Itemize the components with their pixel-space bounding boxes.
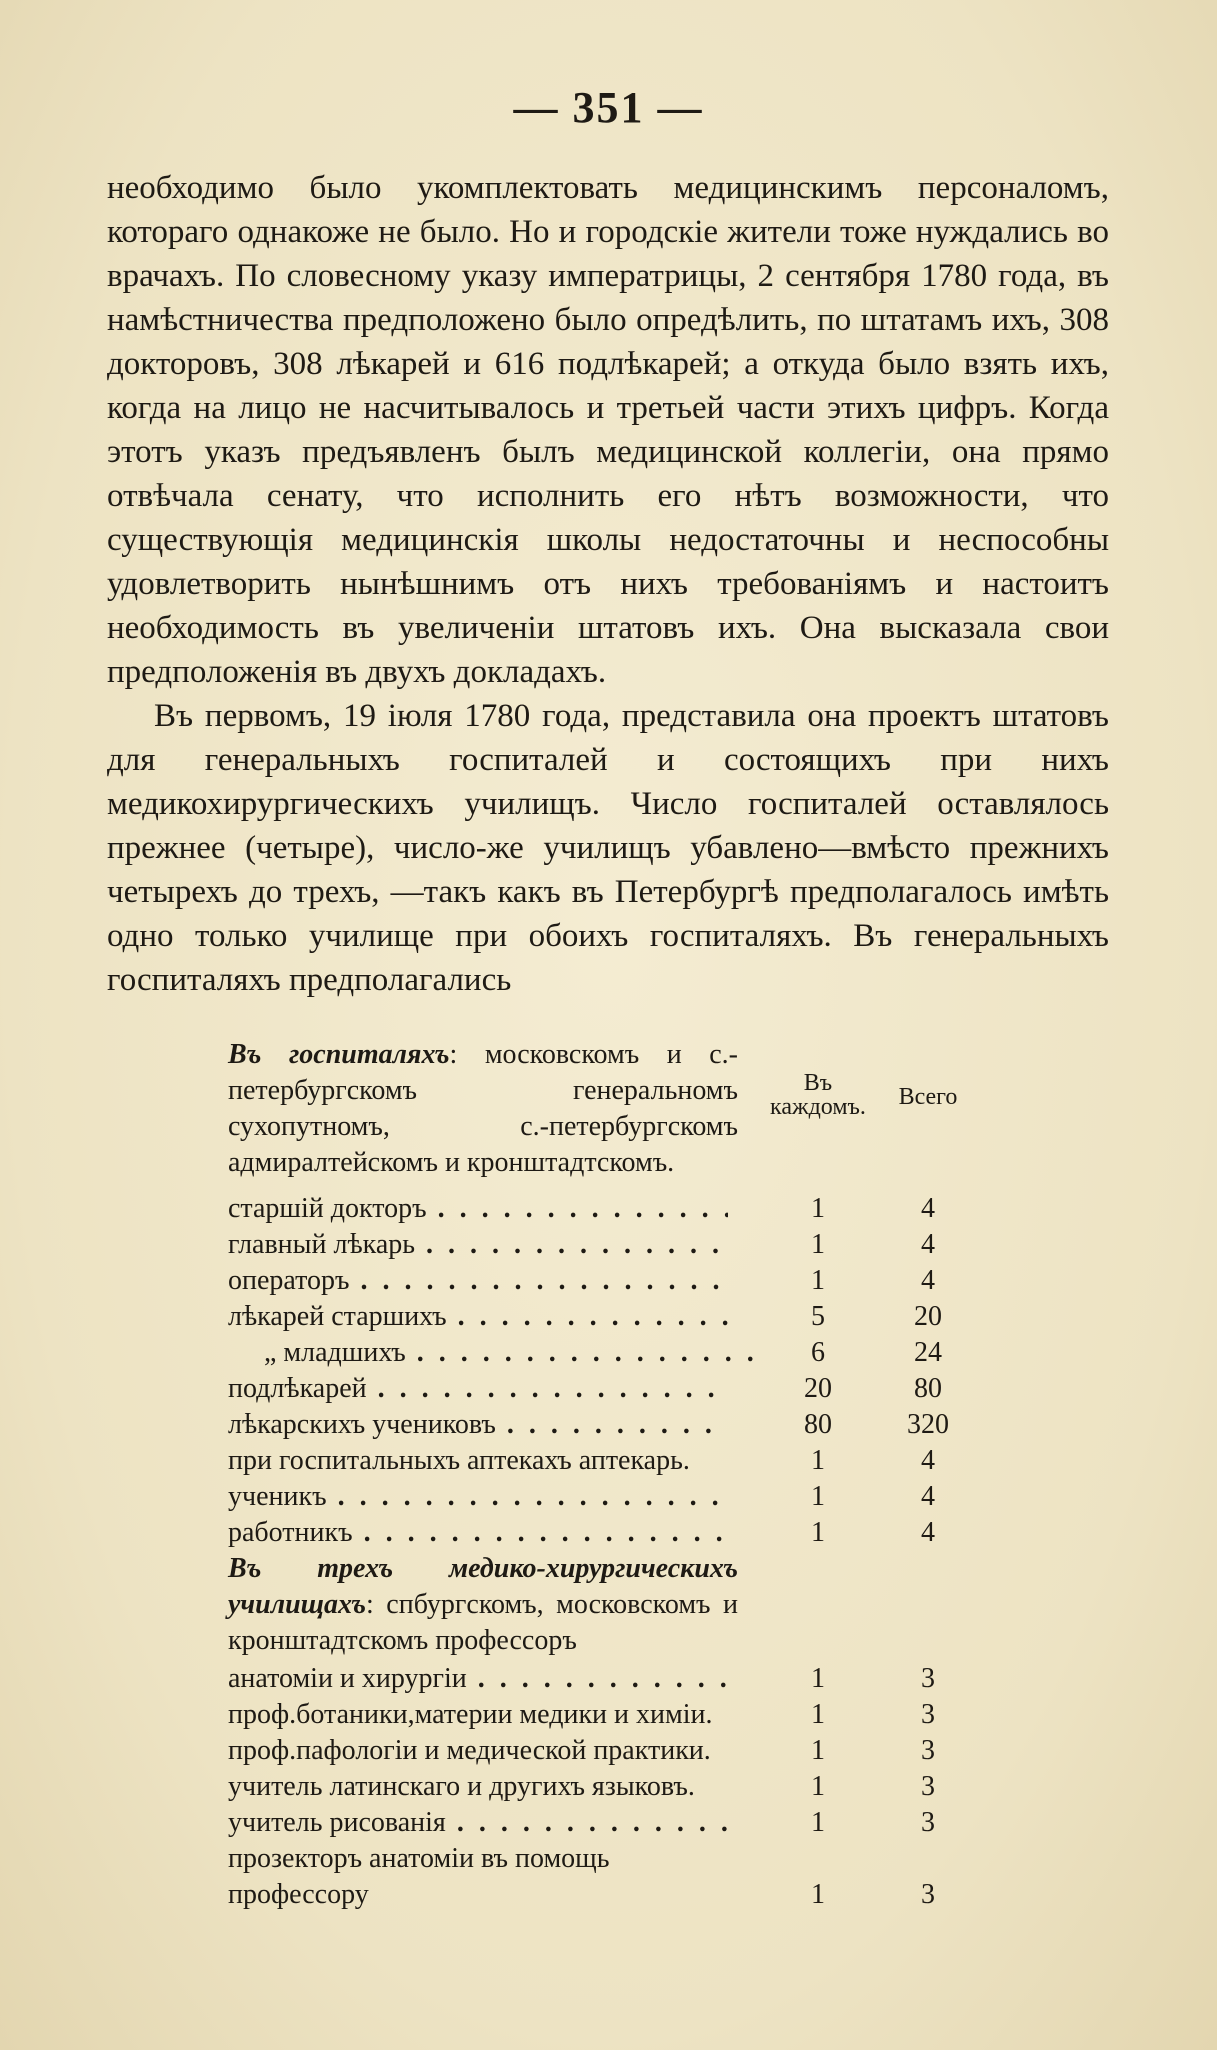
table-row (228, 1299, 1018, 1335)
row-label: проф.пафологіи и медической практики. (228, 1735, 711, 1766)
table-row (228, 1841, 1018, 1910)
table-row (228, 1733, 1018, 1769)
row-total: 3 (921, 1663, 935, 1694)
table-row (228, 1443, 1018, 1479)
row-each: 1 (811, 1807, 825, 1838)
row-total: 3 (921, 1807, 935, 1838)
row-each: 1 (811, 1481, 825, 1512)
row-each: 1 (811, 1517, 825, 1548)
row-each: 1 (811, 1265, 825, 1296)
row-each: 6 (811, 1337, 825, 1368)
section-schools-header (228, 1551, 1018, 1661)
body-text (107, 166, 1109, 1002)
row-each: 1 (811, 1735, 825, 1766)
section-hospitals-rest: : московскомъ и с.-петербургскомъ генеральномъ сухопутномъ, с.-петербургскомъ адмиралтейскомъ и кронштадтскомъ. (228, 1039, 739, 1178)
table-row (228, 1661, 1018, 1697)
page-number: — 351 — (513, 83, 704, 132)
row-label: лѣкарей старшихъ . . . (228, 1299, 728, 1335)
row-label: учитель рисованія . . . (228, 1805, 728, 1841)
row-total: 4 (921, 1229, 935, 1260)
paragraph-2: Въ первомъ, 19 іюля 1780 года, представила она проектъ штатовъ для генеральныхъ госпиталей и состоящихъ при нихъ медикохирургическихъ училищъ. Число госпиталей оставлялось прежнее (четыре), число-же училищъ убавлено—вмѣсто прежнихъ четырехъ до трехъ, —такъ какъ въ Петербургѣ предполагалось имѣть одно только училище при обоихъ госпиталяхъ. Въ генеральныхъ госпиталяхъ предполагались (107, 698, 1109, 998)
row-label: главный лѣкарь . . . (228, 1227, 728, 1263)
row-total: 4 (921, 1481, 935, 1512)
table-row (228, 1263, 1018, 1299)
row-total: 4 (921, 1445, 935, 1476)
section-hospitals-title (228, 1037, 738, 1181)
row-each: 1 (811, 1663, 825, 1694)
table-row (228, 1515, 1018, 1551)
staff-table (228, 1037, 1018, 1910)
table-row (228, 1769, 1018, 1805)
section-hospitals-italic: Въ госпиталяхъ (228, 1039, 450, 1070)
table-row (228, 1407, 1018, 1443)
row-label: подлѣкарей . . . (228, 1371, 728, 1407)
row-total: 3 (921, 1879, 935, 1910)
table-row (228, 1697, 1018, 1733)
paragraph-1: необходимо было укомплектовать медицинскимъ персоналомъ, котораго однакоже не было. Но и городскіе жители тоже нуждались во врачахъ. По словесному указу императрицы, 2 сентября 1780 года, въ намѣстничества предположено было опредѣлить, по штатамъ ихъ, 308 докторовъ, 308 лѣкарей и 616 подлѣкарей; а откуда было взять ихъ, когда на лицо не насчитывалось и третьей части этихъ цифръ. Когда этотъ указъ предъявленъ былъ медицинской коллегіи, она прямо отвѣчала сенату, что исполнить его нѣтъ возможности, что существующія медицинскія школы недостаточны и неспособны удовлетворить нынѣшнимъ отъ нихъ требованіямъ и настоитъ необходимость въ увеличеніи штатовъ ихъ. Она высказала свои предположенія въ двухъ докладахъ. (107, 170, 1109, 690)
row-each: 1 (811, 1879, 825, 1910)
row-label: ученикъ . . . (228, 1479, 728, 1515)
section-schools-title (228, 1551, 738, 1659)
row-label: учитель латинскаго и другихъ языковъ. (228, 1771, 695, 1802)
row-each: 20 (804, 1373, 832, 1404)
row-label: работникъ . . . (228, 1515, 728, 1551)
row-label: при госпитальныхъ аптекахъ аптекарь. (228, 1445, 690, 1476)
row-each: 1 (811, 1193, 825, 1224)
table-row (228, 1227, 1018, 1263)
row-total: 80 (914, 1373, 942, 1404)
row-total: 4 (921, 1517, 935, 1548)
row-label: „ младшихъ . . . (228, 1335, 764, 1371)
row-total: 3 (921, 1735, 935, 1766)
row-each: 1 (811, 1445, 825, 1476)
row-each: 1 (811, 1229, 825, 1260)
row-total: 3 (921, 1699, 935, 1730)
table-row (228, 1479, 1018, 1515)
row-each: 1 (811, 1699, 825, 1730)
column-header-each: Въ каждомъ. (770, 1070, 866, 1120)
row-total: 24 (914, 1337, 942, 1368)
column-header-total: Всего (898, 1084, 958, 1110)
row-label: анатоміи и хирургіи . . . (228, 1661, 728, 1697)
table-row (228, 1805, 1018, 1841)
row-each: 5 (811, 1301, 825, 1332)
row-total: 3 (921, 1771, 935, 1802)
row-each: 80 (804, 1409, 832, 1440)
section-schools-italic: Въ трехъ медико-хирургическихъ училищахъ (228, 1553, 738, 1620)
row-label: проф.ботаники,материи медики и химіи. (228, 1699, 713, 1730)
table-row (228, 1191, 1018, 1227)
row-total: 4 (921, 1265, 935, 1296)
table-row (228, 1371, 1018, 1407)
row-each: 1 (811, 1771, 825, 1802)
table-row (228, 1335, 1018, 1371)
row-label: лѣкарскихъ учениковъ . . . (228, 1407, 728, 1443)
section-hospitals-header (228, 1037, 1018, 1191)
row-total: 20 (914, 1301, 942, 1332)
row-label: операторъ . . . (228, 1263, 728, 1299)
row-label: прозекторъ анатоміи въ помощь профессору (228, 1843, 610, 1910)
row-label: старшій докторъ . . . (228, 1191, 728, 1227)
section-schools-rest: : спбургскомъ, московскомъ и кронштадтскомъ профессоръ (228, 1589, 738, 1656)
row-total: 4 (921, 1193, 935, 1224)
row-total: 320 (907, 1409, 949, 1440)
